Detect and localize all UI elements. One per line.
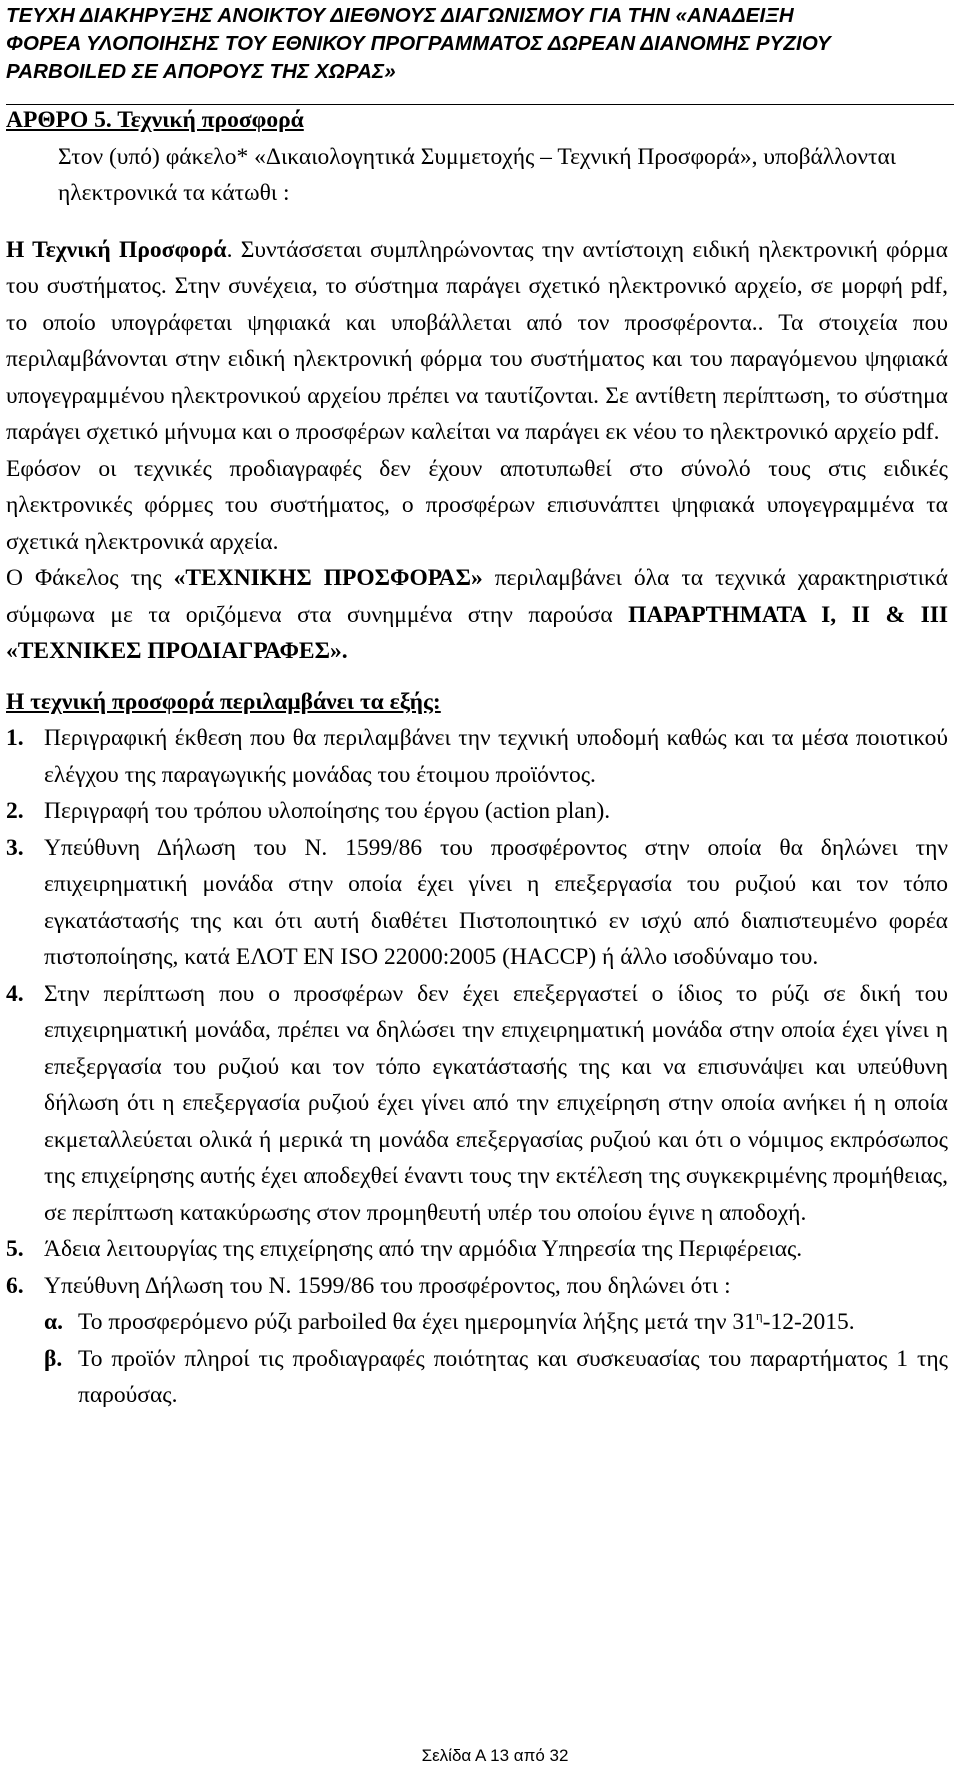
list-item-text: Άδεια λειτουργίας της επιχείρησης από την αρμόδια Υπηρεσία της Περιφέρειας. bbox=[44, 1236, 803, 1262]
list-item bbox=[6, 976, 948, 1232]
list-item-text: Περιγραφική έκθεση που θα περιλαμβάνει την τεχνική υποδομή καθώς και τα μέσα ποιοτικού ελέγχου της παραγωγικής μονάδας του έτοιμου προϊόντος. bbox=[44, 725, 948, 788]
page-number: Σελίδα Α 13 από 32 bbox=[421, 1746, 569, 1765]
list-item-number: 4. bbox=[6, 980, 24, 1007]
superscript: η bbox=[755, 1308, 763, 1324]
sub-item-text: Το προϊόν πληροί τις προδιαγραφές ποιότητας και συσκευασίας του παραρτήματος 1 της παρούσας. bbox=[78, 1345, 948, 1408]
paragraph-technical-offer bbox=[6, 232, 948, 451]
paragraph-specifications: Εφόσον οι τεχνικές προδιαγραφές δεν έχουν αποτυπωθεί στο σύνολό τους στις ειδικές ηλεκτρονικές φόρμες του συστήματος, ο προσφέρων επισυνάπτει ψηφιακά υπογεγραμμένα τα σχετικά ηλεκτρονικά αρχεία. bbox=[6, 455, 948, 555]
list-item-number: 5. bbox=[6, 1236, 24, 1262]
list-item-number: 2. bbox=[6, 798, 24, 824]
paragraph-text: . Συντάσσεται συμπληρώνοντας την αντίστοιχη ειδική ηλεκτρονική φόρμα του συστήματος. Στην συνέχεια, το σύστημα παράγει σχετικό ηλεκτρονικό αρχείο, σε μορφή pdf, το οποίο υπογράφεται ψηφιακά και υποβάλλεται από τον προσφέροντα.. Τα στοιχεία που περιλαμβάνονται στην ειδική ηλεκτρονική φόρμα του συστήματος και του παραγόμενου ψηφιακά υπογεγραμμένου ηλεκτρονικού αρχείου πρέπει να ταυτίζονται. Σε αντίθετη περίπτωση, το σύστημα παράγει σχετικό μήνυμα και ο προσφέρων καλείται να παράγει εκ νέου το ηλεκτρονικό αρχείο pdf. bbox=[6, 236, 948, 445]
document-header bbox=[6, 2, 954, 86]
list-item-text: Υπεύθυνη Δήλωση του Ν. 1599/86 του προσφέροντος στην οποία θα δηλώνει την επιχειρηματική μονάδα στην οποία έχει γίνει η επεξεργασία του ρυζιού και τον τόπο εγκατάστασής της και ότι αυτή διαθέτει Πιστοποιητικό εν ισχύ από διαπιστευμένο φορέα πιστοποίησης, κατά ΕΛΟΤ ΕΝ ISO 22000:2005 (HACCP) ή άλλο ισοδύναμο του. bbox=[44, 834, 948, 970]
requirements-list bbox=[6, 720, 948, 1414]
sub-item-text-part: -12-2015. bbox=[762, 1309, 855, 1335]
list-title: Η τεχνική προσφορά περιλαμβάνει τα εξής: bbox=[6, 688, 441, 715]
header-line-3: PARBOILED ΣΕ ΑΠΟΡΟΥΣ ΤΗΣ ΧΩΡΑΣ» bbox=[6, 60, 396, 83]
document-body bbox=[6, 102, 948, 1414]
list-item-text: Υπεύθυνη Δήλωση του Ν. 1599/86 του προσφέροντος, που δηλώνει ότι : bbox=[44, 1272, 731, 1299]
list-item-number: 6. bbox=[6, 1272, 24, 1299]
paragraph-folder bbox=[6, 560, 948, 670]
sub-list-item bbox=[44, 1304, 948, 1341]
sub-item-letter: β. bbox=[44, 1345, 63, 1372]
spacer bbox=[6, 212, 948, 232]
paragraph-text: περιλαμβάνει όλα τα τεχνικά χαρακτηριστικά σύμφωνα με τα οριζόμενα στα συνημμένα στην παρούσα bbox=[6, 565, 948, 628]
list-item bbox=[6, 793, 948, 830]
sub-list-item bbox=[44, 1341, 948, 1414]
sub-item-text-part: Το προσφερόμενο ρύζι parboiled θα έχει ημερομηνία λήξης μετά την 31 bbox=[78, 1309, 756, 1335]
paragraph-text: Ο Φάκελος της bbox=[6, 565, 174, 591]
paragraph-bold-annex: ΠΑΡΑΡΤΗΜΑΤΑ Ι, ΙΙ & ΙΙΙ «ΤΕΧΝΙΚΕΣ ΠΡΟΔΙΑΓΡΑΦΕΣ». bbox=[6, 601, 949, 664]
list-item-text: Περιγραφή του τρόπου υλοποίησης του έργου (action plan). bbox=[44, 798, 611, 824]
list-item bbox=[6, 1268, 948, 1305]
article-intro: Στον (υπό) φάκελο* «Δικαιολογητικά Συμμετοχής – Τεχνική Προσφορά», υποβάλλονται ηλεκτρονικά τα κάτωθι : bbox=[58, 143, 897, 206]
page-footer bbox=[0, 1746, 960, 1766]
list-item-text: Στην περίπτωση που ο προσφέρων δεν έχει επεξεργαστεί ο ίδιος το ρύζι σε δική του επιχειρηματική μονάδα, πρέπει να δηλώσει την επιχειρηματική μονάδα στην οποία έχει γίνει η επεξεργασία του ρυζιού και τον τόπο εγκατάστασής της και να επισυνάψει και υπεύθυνη δήλωση ότι η επεξεργασία ρυζιού έχει γίνει από την επιχείρηση στην οποία ανήκει ή η οποία εκμεταλλεύεται ολικά ή μερικά τη μονάδα επεξεργασίας ρυζιού και ότι ο νόμιμος εκπρόσωπος της επιχείρησης αυτής έχει αποδεχθεί έναντι τους την εκτέλεση της συγκεκριμένης προμήθειας, σε περίπτωση κατακύρωσης στον προμηθευτή υπέρ του οποίου έγινε η αποδοχή. bbox=[44, 980, 948, 1226]
list-item bbox=[6, 830, 948, 976]
sub-item-text bbox=[78, 1304, 948, 1341]
spacer bbox=[6, 670, 948, 684]
header-line-1: ΤΕΥΧΗ ΔΙΑΚΗΡΥΞΗΣ ΑΝΟΙΚΤΟΥ ΔΙΕΘΝΟΥΣ ΔΙΑΓΩΝΙΣΜΟΥ ΓΙΑ ΤΗΝ «ΑΝΑΔΕΙΞΗ bbox=[6, 4, 794, 27]
paragraph-lead: Η Τεχνική Προσφορά bbox=[6, 236, 227, 263]
header-line-2: ΦΟΡΕΑ ΥΛΟΠΟΙΗΣΗΣ ΤΟΥ ΕΘΝΙΚΟΥ ΠΡΟΓΡΑΜΜΑΤΟΣ ΔΩΡΕΑΝ ΔΙΑΝΟΜΗΣ ΡΥΖΙΟΥ bbox=[6, 32, 831, 55]
paragraph-bold-term: «ΤΕΧΝΙΚΗΣ ΠΡΟΣΦΟΡΑΣ» bbox=[173, 565, 483, 591]
list-item bbox=[6, 1231, 948, 1268]
article-title: ΑΡΘΡΟ 5. Τεχνική προσφορά bbox=[6, 107, 304, 133]
list-item bbox=[6, 720, 948, 793]
sub-item-letter: α. bbox=[44, 1309, 63, 1335]
list-item-number: 3. bbox=[6, 834, 24, 861]
list-item-number: 1. bbox=[6, 725, 24, 751]
